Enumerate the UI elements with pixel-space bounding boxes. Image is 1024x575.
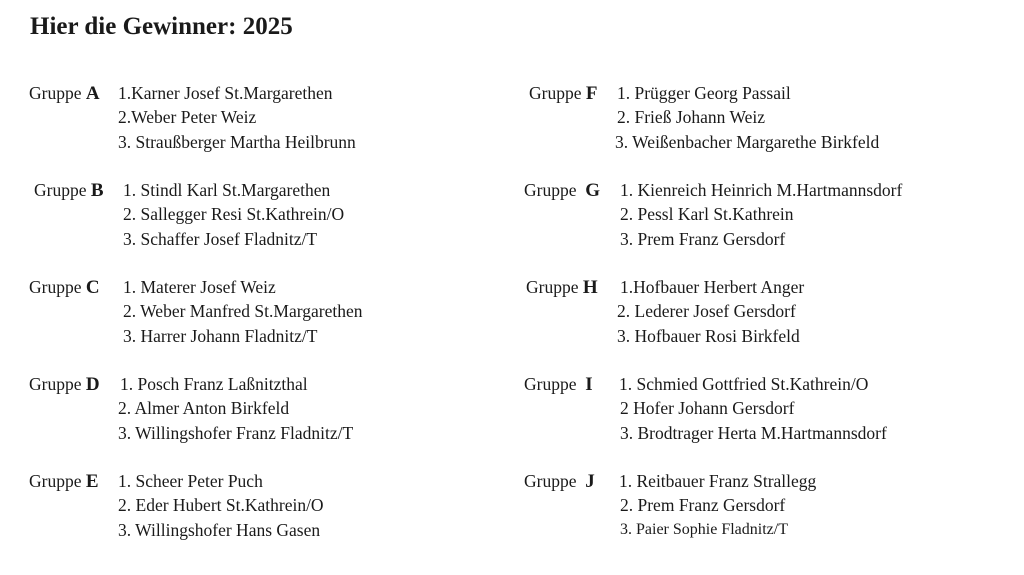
group-j [524,469,817,542]
winner-entry: 3. Hofbauer Rosi Birkfeld [617,325,800,346]
group-label: Gruppe D [29,374,100,395]
winner-entry: 2 Hofer Johann Gersdorf [620,398,795,419]
winner-entry: 3. Brodtrager Herta M.Hartmannsdorf [620,422,887,443]
winner-entry: 2.Weber Peter Weiz [118,107,257,128]
winner-entry: 1. Posch Franz Laßnitzthal [120,374,308,394]
winner-entry: 3. Straußberger Martha Heilbrunn [118,131,356,152]
group-label: Gruppe A [29,83,100,104]
group-label: Gruppe E [29,471,99,492]
winner-entry: 3. Willingshofer Hans Gasen [118,519,321,540]
group-i [524,372,887,445]
winner-entry: 1. Reitbauer Franz Strallegg [619,471,817,491]
winner-entry: 1. Schmied Gottfried St.Kathrein/O [619,374,869,394]
page-title: Hier die Gewinner: 2025 [30,13,293,40]
winner-entry: 2. Lederer Josef Gersdorf [617,301,796,322]
group-b [34,178,345,251]
winner-entry: 3. Paier Sophie Fladnitz/T [620,520,788,538]
winner-entry: 1. Stindl Karl St.Margarethen [123,180,331,200]
winner-entry: 3. Willingshofer Franz Fladnitz/T [118,422,354,443]
group-label: Gruppe C [29,277,100,298]
winner-entry: 1. Materer Josef Weiz [123,277,276,297]
winner-entry: 2. Pessl Karl St.Kathrein [620,204,794,225]
winner-entry: 2. Frieß Johann Weiz [617,107,765,128]
group-label: Gruppe I [524,374,593,395]
winner-entry: 2. Eder Hubert St.Kathrein/O [118,495,324,516]
winner-entry: 2. Prem Franz Gersdorf [620,495,786,516]
winner-entry: 3. Weißenbacher Margarethe Birkfeld [615,131,880,152]
group-g [524,178,903,251]
winner-entry: 1. Scheer Peter Puch [118,471,263,491]
group-label: Gruppe H [526,277,598,298]
winner-entry: 2. Sallegger Resi St.Kathrein/O [123,204,345,225]
winner-entry: 1.Karner Josef St.Margarethen [118,83,333,103]
winner-entry: 1. Kienreich Heinrich M.Hartmannsdorf [620,180,903,200]
group-f [529,81,880,154]
winner-entry: 1. Prügger Georg Passail [617,83,791,103]
group-d [29,372,354,445]
winner-entry: 1.Hofbauer Herbert Anger [620,277,805,297]
group-label: Gruppe G [524,180,601,201]
group-label: Gruppe F [529,83,598,104]
winner-entry: 2. Weber Manfred St.Margarethen [123,301,363,322]
group-e [29,469,324,542]
group-a [29,81,356,154]
winner-entry: 2. Almer Anton Birkfeld [118,398,290,419]
group-h [526,275,805,348]
winner-entry: 3. Harrer Johann Fladnitz/T [123,325,318,346]
winner-entry: 3. Prem Franz Gersdorf [620,228,786,249]
group-label: Gruppe B [34,180,104,201]
group-c [29,275,363,348]
group-label: Gruppe J [524,471,595,492]
winner-entry: 3. Schaffer Josef Fladnitz/T [123,228,318,249]
